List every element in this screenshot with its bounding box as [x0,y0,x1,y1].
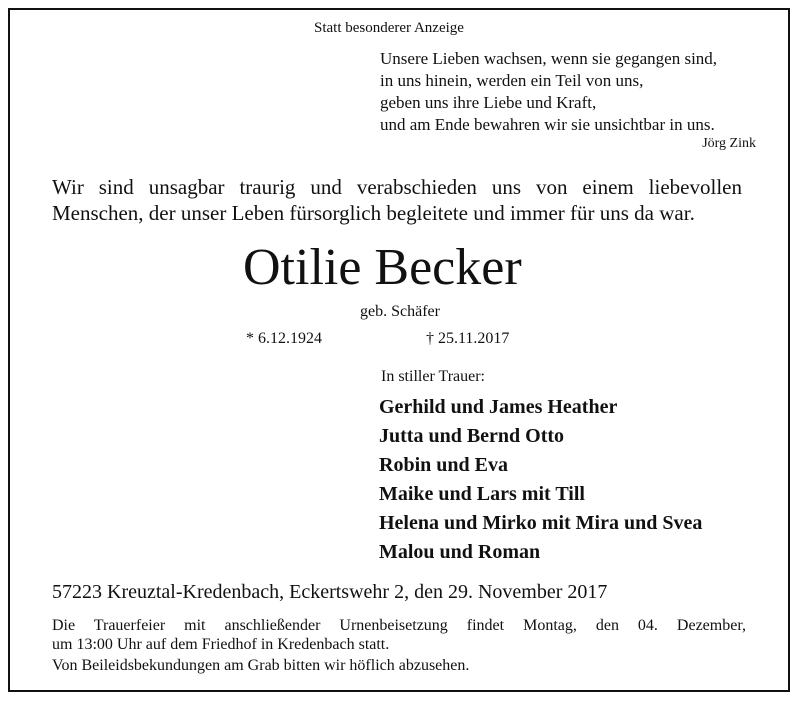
poem-line: Unsere Lieben wachsen, wenn sie gegangen sind, [380,49,718,68]
birth-name: geb. Schäfer [360,303,440,320]
mourning-label: In stiller Trauer: [381,368,485,385]
ceremony-line: Die Trauerfeier mit anschließender Urnenbeisetzung findet Montag, den 04. Dezember, [52,617,746,634]
poem-author: Jörg Zink [702,136,756,151]
mourner: Robin und Eva [379,454,508,476]
mourners-list [379,393,702,567]
poem-line: und am Ende bewahren wir sie unsichtbar in uns. [380,115,715,134]
ceremony-info [52,616,746,654]
condolence-note: Von Beileidsbekundungen am Grab bitten wir höflich abzusehen. [52,657,470,674]
ceremony-line: um 13:00 Uhr auf dem Friedhof in Kredenbach statt. [52,636,390,653]
intro-line: Wir sind unsagbar traurig und verabschieden uns von einem liebevollen [52,175,742,199]
birth-date: * 6.12.1924 [246,330,322,347]
mourner: Gerhild und James Heather [379,396,618,418]
mourner: Malou und Roman [379,541,541,563]
poem [380,48,717,136]
poem-line: geben uns ihre Liebe und Kraft, [380,93,597,112]
death-date: † 25.11.2017 [426,330,510,347]
notice-type: Statt besonderer Anzeige [314,20,464,36]
mourner: Helena und Mirko mit Mira und Svea [379,512,703,534]
mourner: Maike und Lars mit Till [379,483,585,505]
poem-line: in uns hinein, werden ein Teil von uns, [380,71,644,90]
deceased-name: Otilie Becker [243,239,522,296]
intro-text [52,174,742,226]
address-line: 57223 Kreuztal-Kredenbach, Eckertswehr 2, den 29. November 2017 [52,581,608,603]
mourner: Jutta und Bernd Otto [379,425,565,447]
intro-line: Menschen, der unser Leben fürsorglich begleitete und immer für uns da war. [52,201,695,225]
